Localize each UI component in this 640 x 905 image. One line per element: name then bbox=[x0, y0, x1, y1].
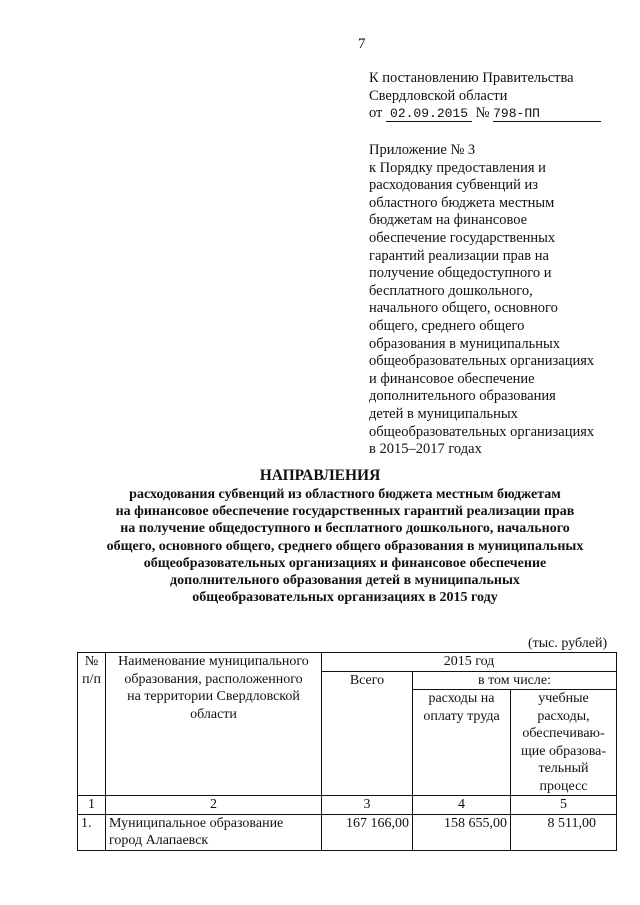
annex-line: областного бюджета местным bbox=[369, 194, 555, 211]
annex-line: образования в муниципальных bbox=[369, 335, 560, 352]
annex-line: общего, среднего общего bbox=[369, 317, 525, 334]
row-educational: 8 511,00 bbox=[511, 814, 617, 850]
header-total: Всего bbox=[322, 671, 413, 796]
decree-reference-line: К постановлению Правительства bbox=[369, 70, 574, 86]
subtitle-line: расходования субвенций из областного бюджета местным бюджетам bbox=[129, 487, 561, 502]
decree-number: 798-ПП bbox=[493, 106, 601, 122]
annex-line: и финансовое обеспечение bbox=[369, 370, 535, 387]
annex-line: бесплатного дошкольного, bbox=[369, 282, 533, 299]
subtitle-line: на финансовое обеспечение государственных гарантий реализации прав bbox=[115, 504, 575, 520]
header-including: в том числе: bbox=[413, 671, 617, 690]
annex-line: в 2015–2017 годах bbox=[369, 441, 482, 458]
column-number: 5 bbox=[511, 796, 617, 815]
row-number: 1. bbox=[78, 814, 106, 850]
row-municipality: Муниципальное образование город Алапаевск bbox=[106, 814, 322, 850]
row-total: 167 166,00 bbox=[322, 814, 413, 850]
subtitle-line: общего, основного общего, среднего общего образования в муниципальных bbox=[106, 538, 584, 554]
number-label: № bbox=[475, 105, 490, 121]
annex-line: бюджетам на финансовое bbox=[369, 212, 528, 229]
page-number: 7 bbox=[358, 36, 366, 52]
from-label: от bbox=[369, 105, 383, 121]
annex-line: начального общего, основного bbox=[369, 300, 558, 317]
subtitle-line: общеобразовательных организациях в 2015 году bbox=[192, 590, 498, 606]
subtitle-line: дополнительного образования детей в муниципальных bbox=[170, 573, 520, 589]
column-number: 2 bbox=[106, 796, 322, 815]
annex-header bbox=[369, 142, 631, 459]
column-number: 1 bbox=[78, 796, 106, 815]
annex-line: получение общедоступного и bbox=[369, 265, 552, 282]
column-numbers-row bbox=[78, 796, 617, 815]
header-educational: учебные расходы, обеспечиваю- щие образова- тельный процесс bbox=[511, 690, 617, 796]
header-municipality: Наименование муниципального образования, расположенного на территории Свердловской области bbox=[106, 653, 322, 796]
annex-line: к Порядку предоставления и bbox=[369, 159, 546, 176]
column-number: 3 bbox=[322, 796, 413, 815]
header-year: 2015 год bbox=[322, 653, 617, 672]
annex-line: общеобразовательных организациях bbox=[369, 353, 595, 370]
annex-line: Приложение № 3 bbox=[369, 142, 476, 158]
decree-reference bbox=[369, 70, 629, 123]
subtitle-line: на получение общедоступного и бесплатного дошкольного, начального bbox=[120, 521, 570, 537]
annex-line: детей в муниципальных bbox=[369, 405, 518, 422]
header-salary: расходы на оплату труда bbox=[413, 690, 511, 796]
allocation-table bbox=[77, 652, 617, 851]
annex-line: гарантий реализации прав на bbox=[369, 247, 549, 264]
annex-line: дополнительного образования bbox=[369, 388, 556, 405]
table-row bbox=[78, 814, 617, 850]
document-subtitle bbox=[0, 486, 640, 606]
decree-date-number bbox=[369, 105, 629, 123]
decree-date: 02.09.2015 bbox=[386, 106, 472, 122]
units-label: (тыс. рублей) bbox=[528, 636, 608, 651]
column-number: 4 bbox=[413, 796, 511, 815]
decree-reference-line: Свердловской области bbox=[369, 87, 508, 104]
annex-line: расходования субвенций из bbox=[369, 177, 539, 194]
annex-line: обеспечение государственных bbox=[369, 229, 556, 246]
row-salary: 158 655,00 bbox=[413, 814, 511, 850]
header-number: № п/п bbox=[78, 653, 106, 796]
document-title: НАПРАВЛЕНИЯ bbox=[259, 467, 381, 484]
annex-line: общеобразовательных организациях bbox=[369, 423, 595, 440]
subtitle-line: общеобразовательных организациях и финансовое обеспечение bbox=[143, 555, 547, 571]
